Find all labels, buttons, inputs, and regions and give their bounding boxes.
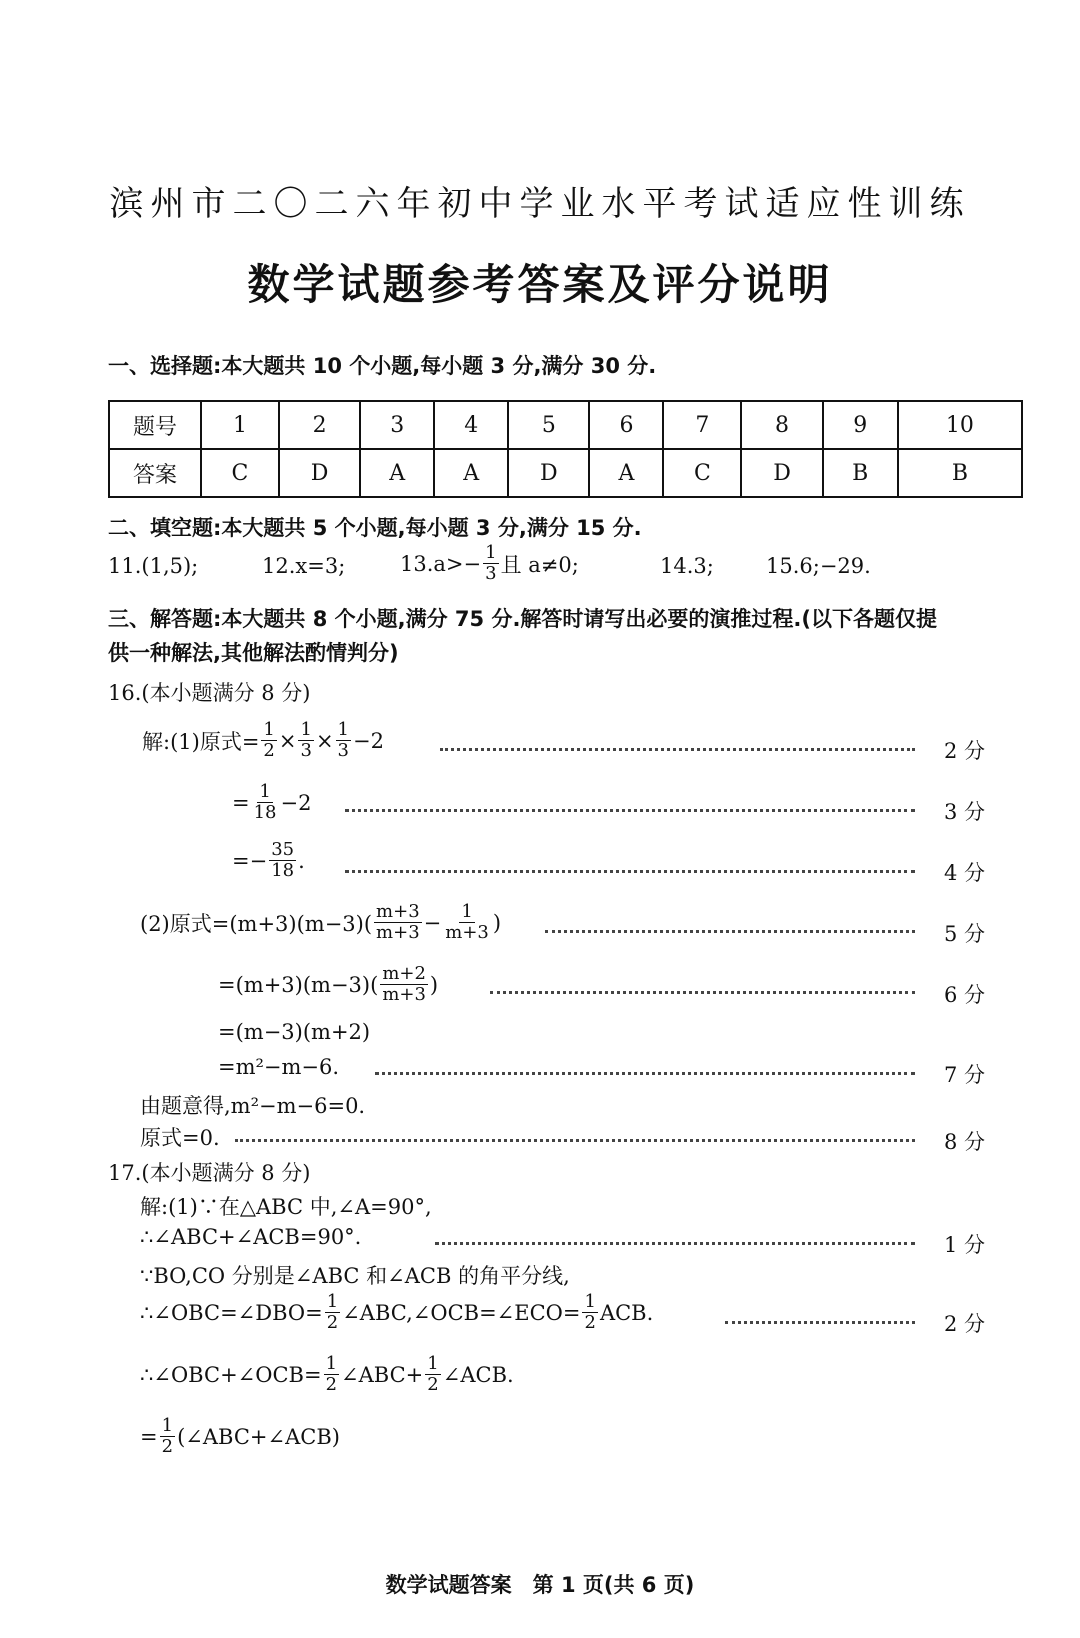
fraction — [269, 840, 296, 881]
q17-step2: ∴∠ABC+∠ACB=90°. — [140, 1225, 362, 1249]
answer-table — [108, 400, 1023, 498]
fraction — [160, 1416, 175, 1457]
numerator: 1 — [427, 1353, 439, 1374]
question-number: 10 — [898, 401, 1022, 449]
fraction — [483, 543, 498, 584]
answer-cell: D — [508, 449, 589, 497]
q17-step4-prefix: ∴∠OBC=∠DBO= — [140, 1300, 323, 1325]
equals: = — [140, 1424, 158, 1449]
leader-dots — [440, 748, 915, 751]
answer-12: 12.x=3; — [262, 554, 346, 578]
times-sign: × — [315, 728, 334, 753]
numerator: 1 — [263, 719, 275, 740]
score-label: 5 分 — [944, 922, 986, 946]
close-paren: ) — [429, 972, 439, 997]
fraction — [380, 964, 428, 1005]
answer-cell: A — [434, 449, 508, 497]
q16-step1 — [142, 720, 384, 761]
q17-title: 17.(本小题满分 8 分) — [108, 1161, 311, 1185]
answer-11: 11.(1,5); — [108, 554, 199, 578]
question-number: 9 — [823, 401, 898, 449]
q17-step5-suffix: ∠ACB. — [442, 1362, 514, 1387]
q17-step4 — [140, 1292, 653, 1333]
answer-cell: B — [823, 449, 898, 497]
leader-dots — [435, 1242, 915, 1245]
page-title: 数学试题参考答案及评分说明 — [247, 260, 833, 309]
leader-dots — [725, 1321, 915, 1324]
denominator: 2 — [584, 1312, 596, 1333]
fraction — [582, 1292, 597, 1333]
answer-cell: A — [589, 449, 663, 497]
section1-heading: 一、选择题:本大题共 10 个小题,每小题 3 分,满分 30 分. — [108, 354, 657, 378]
numerator: 1 — [325, 1353, 338, 1374]
score-label: 8 分 — [944, 1130, 986, 1154]
q16-step8: 由题意得,m²−m−6=0. — [140, 1094, 366, 1118]
score-label: 6 分 — [944, 983, 986, 1007]
score-label: 7 分 — [944, 1063, 986, 1087]
numerator: 1 — [161, 1415, 174, 1436]
section3-heading-line2: 供一种解法,其他解法酌情判分) — [108, 641, 399, 665]
question-number: 8 — [741, 401, 822, 449]
numerator: 1 — [337, 719, 349, 740]
q16-step5 — [218, 964, 438, 1005]
q16-step1-suffix: −2 — [353, 728, 384, 753]
answer-cell: D — [279, 449, 360, 497]
q16-step9: 原式=0. — [140, 1126, 220, 1150]
answer-cell: D — [741, 449, 822, 497]
question-number-row — [109, 401, 1022, 449]
fraction — [252, 782, 279, 823]
question-number: 3 — [360, 401, 434, 449]
answer-cell: C — [663, 449, 741, 497]
question-number: 4 — [434, 401, 508, 449]
leader-dots — [490, 991, 915, 994]
denominator: m+3 — [445, 922, 489, 943]
answer-13-prefix: 13.a>− — [400, 551, 482, 576]
fraction — [374, 902, 422, 943]
exam-subtitle: 滨州市二〇二六年初中学业水平考试适应性训练 — [109, 184, 971, 224]
equals: = — [232, 790, 250, 815]
answer-14: 14.3; — [660, 554, 714, 578]
denominator: m+3 — [382, 984, 426, 1005]
page-footer: 数学试题答案 第 1 页(共 6 页) — [385, 1573, 695, 1597]
close-paren: ) — [492, 910, 502, 935]
denominator: 18 — [271, 860, 295, 881]
denominator: m+3 — [376, 922, 420, 943]
denominator: 2 — [325, 1374, 338, 1395]
answer-cell: B — [898, 449, 1022, 497]
q16-step1-prefix: 解:(1)原式= — [142, 729, 260, 754]
section3-heading-line1: 三、解答题:本大题共 8 个小题,满分 75 分.解答时请写出必要的演推过程.(以下各题仅提 — [108, 607, 938, 631]
answer-13 — [400, 543, 579, 584]
equals-minus: =− — [232, 848, 268, 873]
denominator: 3 — [485, 563, 497, 584]
fraction — [298, 720, 313, 761]
numerator: 1 — [259, 781, 271, 802]
denominator: 2 — [326, 1312, 339, 1333]
q17-step4-middle: ∠ABC,∠OCB=∠ECO= — [342, 1300, 581, 1325]
leader-dots — [345, 870, 915, 873]
q17-step5-prefix: ∴∠OBC+∠OCB= — [140, 1362, 322, 1387]
q16-step5-prefix: =(m+3)(m−3)( — [218, 972, 379, 997]
score-label: 2 分 — [944, 739, 986, 763]
answer-13-suffix: 且 a≠0; — [500, 552, 579, 577]
period: . — [298, 848, 305, 873]
numerator: m+3 — [376, 901, 420, 922]
q16-step4-prefix: (2)原式=(m+3)(m−3)( — [140, 911, 373, 936]
numerator: 35 — [271, 839, 295, 860]
fraction — [325, 1292, 340, 1333]
question-number: 5 — [508, 401, 589, 449]
q17-step5-middle: ∠ABC+ — [341, 1362, 424, 1387]
leader-dots — [235, 1139, 915, 1142]
question-row-header: 题号 — [109, 401, 201, 449]
q16-title: 16.(本小题满分 8 分) — [108, 681, 311, 705]
q16-step2 — [232, 782, 311, 823]
q17-step3: ∵BO,CO 分别是∠ABC 和∠ACB 的角平分线, — [140, 1264, 570, 1288]
q16-step3 — [232, 840, 305, 881]
question-number: 7 — [663, 401, 741, 449]
minus-sign: − — [423, 910, 442, 935]
q16-step4 — [140, 902, 501, 943]
answer-row-header: 答案 — [109, 449, 201, 497]
score-label: 1 分 — [944, 1233, 986, 1257]
denominator: 3 — [300, 740, 312, 761]
leader-dots — [545, 930, 915, 933]
section2-heading: 二、填空题:本大题共 5 个小题,每小题 3 分,满分 15 分. — [108, 516, 642, 540]
denominator: 2 — [161, 1436, 174, 1457]
q17-step4-suffix: ACB. — [599, 1300, 654, 1325]
q17-step6 — [140, 1416, 340, 1457]
denominator: 3 — [337, 740, 349, 761]
fraction — [324, 1354, 339, 1395]
q16-step7: =m²−m−6. — [218, 1055, 340, 1079]
question-number: 2 — [279, 401, 360, 449]
score-label: 2 分 — [944, 1312, 986, 1336]
answer-cell: A — [360, 449, 434, 497]
fraction — [443, 902, 491, 943]
score-label: 3 分 — [944, 800, 986, 824]
leader-dots — [375, 1072, 915, 1075]
numerator: 1 — [461, 901, 473, 922]
q16-step2-suffix: −2 — [280, 790, 312, 815]
question-number: 1 — [201, 401, 279, 449]
q17-step6-suffix: (∠ABC+∠ACB) — [177, 1424, 340, 1449]
numerator: 1 — [584, 1291, 596, 1312]
numerator: 1 — [485, 542, 497, 563]
q17-step1: 解:(1)∵在△ABC 中,∠A=90°, — [140, 1195, 432, 1219]
numerator: 1 — [300, 719, 312, 740]
fraction — [425, 1354, 440, 1395]
times-sign: × — [278, 728, 297, 753]
q17-step5 — [140, 1354, 514, 1395]
score-label: 4 分 — [944, 861, 986, 885]
denominator: 2 — [427, 1374, 439, 1395]
answer-row — [109, 449, 1022, 497]
denominator: 2 — [263, 740, 275, 761]
q16-step6: =(m−3)(m+2) — [218, 1020, 371, 1044]
leader-dots — [345, 809, 915, 812]
numerator: m+2 — [382, 963, 426, 984]
denominator: 18 — [253, 802, 277, 823]
fraction — [261, 720, 276, 761]
answer-cell: C — [201, 449, 279, 497]
question-number: 6 — [589, 401, 663, 449]
answer-15: 15.6;−29. — [766, 554, 871, 578]
fraction — [336, 720, 351, 761]
numerator: 1 — [326, 1291, 339, 1312]
